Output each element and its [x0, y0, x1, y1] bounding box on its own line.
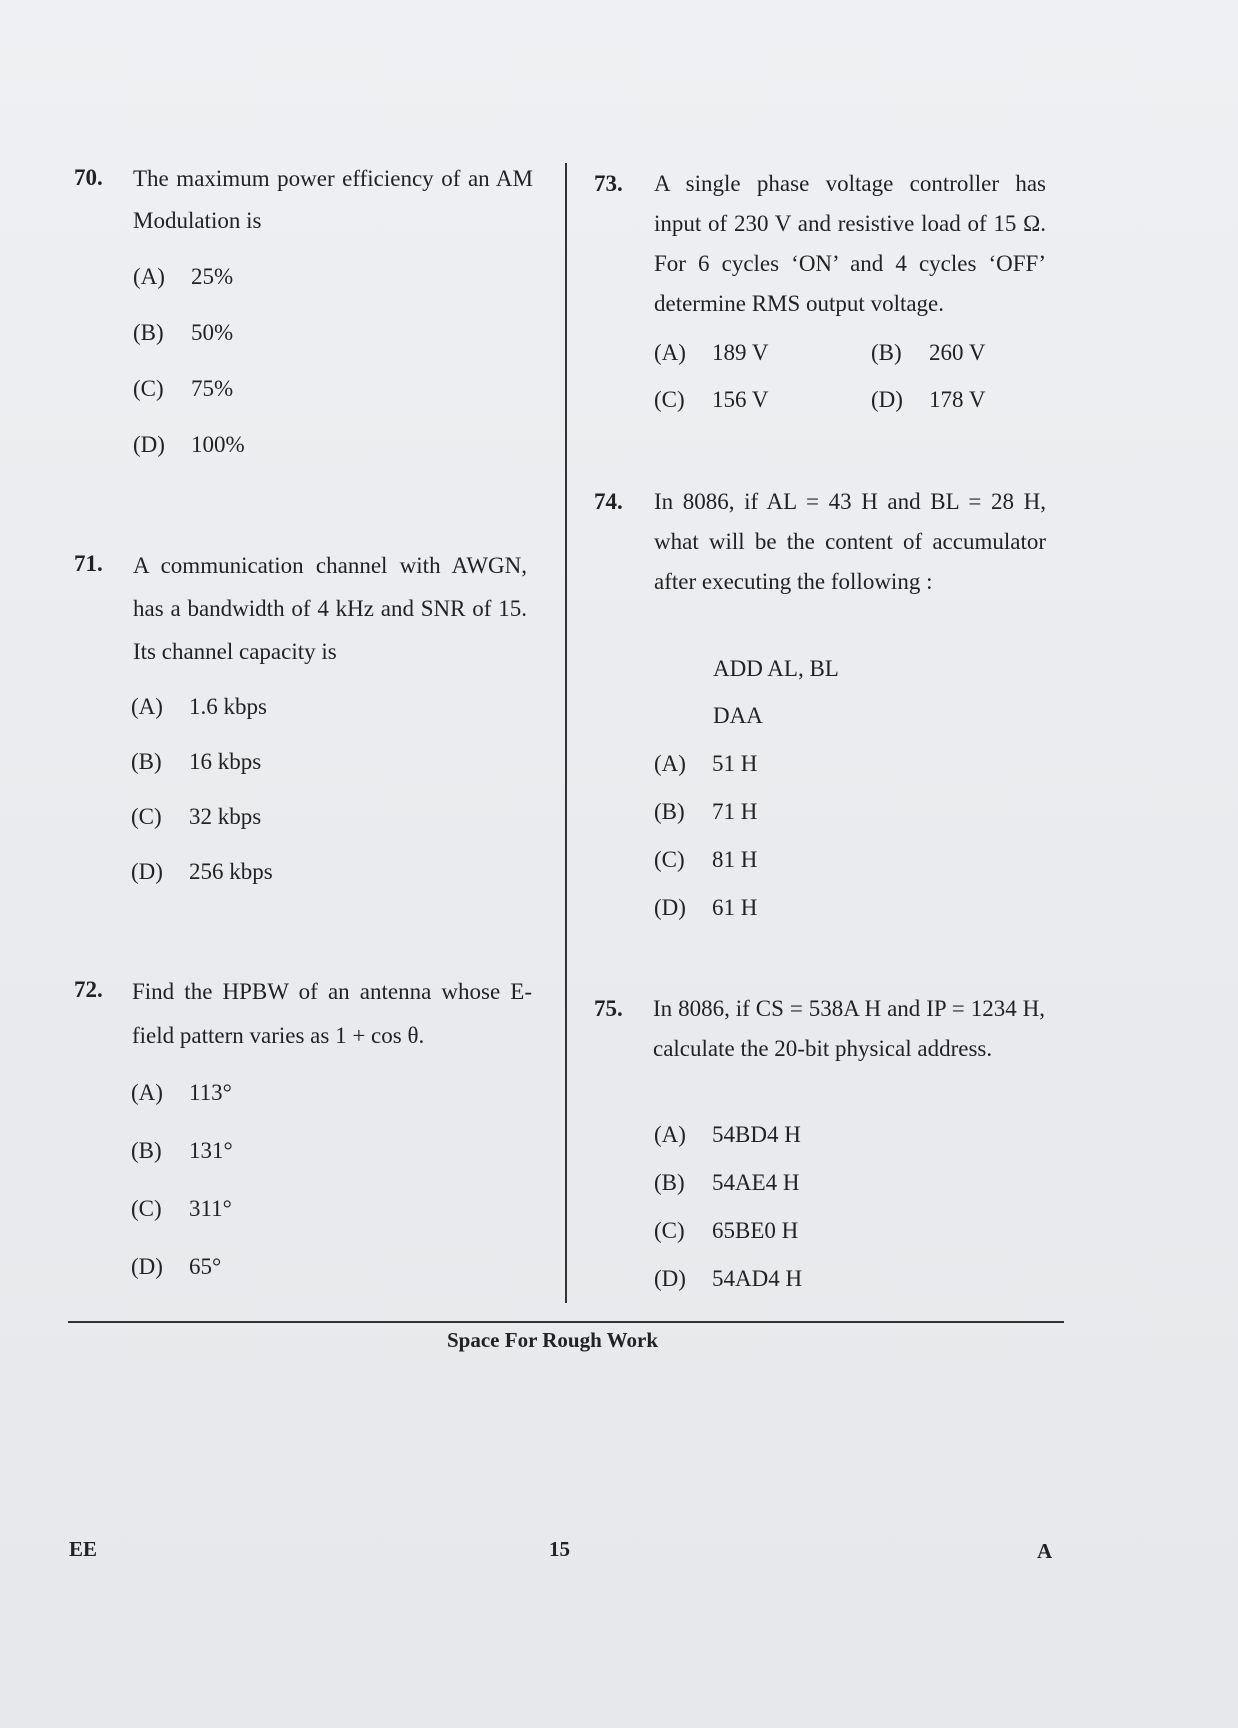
option-b	[133, 320, 233, 346]
option-value: 75%	[191, 376, 234, 401]
option-c	[654, 1218, 798, 1244]
option-label: (B)	[131, 1138, 162, 1163]
option-label: (C)	[654, 387, 685, 412]
option-label: (B)	[654, 799, 685, 824]
option-label: (B)	[133, 320, 164, 345]
code-line: ADD AL, BL	[713, 656, 839, 681]
option-label: (D)	[133, 432, 165, 457]
question-number: 71.	[74, 551, 103, 576]
option-value: 1.6 kbps	[189, 694, 267, 719]
option-a	[131, 1080, 232, 1106]
option-b	[871, 340, 985, 366]
option-value: 311°	[189, 1196, 232, 1221]
option-a	[654, 1122, 801, 1148]
option-a	[654, 751, 757, 777]
question-74	[594, 482, 1054, 647]
question-71	[74, 544, 534, 674]
question-number: 74.	[594, 489, 623, 514]
question-73	[594, 164, 1054, 334]
question-text: A single phase voltage controller has input of 230 V and resistive load of 15 Ω. For 6 cycles ‘ON’ and 4 cycles ‘OFF’ determine RMS output voltage.	[654, 171, 1046, 316]
rough-work-separator	[68, 1321, 1064, 1323]
question-text: In 8086, if AL = 43 H and BL = 28 H, what will be the content of accumulator after executing the following :	[654, 489, 1046, 594]
question-number: 75.	[594, 996, 623, 1021]
option-value: 65°	[189, 1254, 222, 1279]
option-value: 50%	[191, 320, 234, 345]
option-c	[133, 376, 233, 402]
option-label: (A)	[654, 751, 686, 776]
option-label: (A)	[654, 1122, 686, 1147]
option-label: (A)	[654, 340, 686, 365]
option-value: 32 kbps	[189, 804, 262, 829]
option-value: 54AE4 H	[712, 1170, 800, 1195]
option-b	[654, 1170, 800, 1196]
question-70	[74, 158, 534, 248]
option-d	[654, 895, 757, 921]
column-divider	[565, 163, 567, 1303]
question-number: 72.	[74, 977, 103, 1002]
question-number: 70.	[74, 165, 103, 190]
option-d	[133, 432, 245, 458]
subject-code: EE	[69, 1537, 98, 1561]
option-value: 256 kbps	[189, 859, 273, 884]
option-label: (B)	[131, 749, 162, 774]
option-label: (C)	[133, 376, 164, 401]
option-value: 54BD4 H	[712, 1122, 801, 1147]
booklet-series: A	[1037, 1539, 1053, 1563]
option-c	[131, 1196, 232, 1222]
question-text: Find the HPBW of an antenna whose E-field pattern varies as 1 + cos θ.	[132, 979, 532, 1048]
option-label: (D)	[654, 895, 686, 920]
option-value: 178 V	[929, 387, 986, 412]
option-label: (A)	[131, 1080, 163, 1105]
option-value: 16 kbps	[189, 749, 262, 774]
option-label: (C)	[654, 847, 685, 872]
option-label: (D)	[654, 1266, 686, 1291]
question-text: In 8086, if CS = 538A H and IP = 1234 H, calculate the 20-bit physical address.	[653, 996, 1045, 1061]
option-label: (A)	[133, 264, 165, 289]
option-b	[654, 799, 757, 825]
option-label: (C)	[131, 804, 162, 829]
option-label: (D)	[131, 859, 163, 884]
option-value: 61 H	[712, 895, 758, 920]
option-d	[871, 387, 985, 413]
question-number: 73.	[594, 171, 623, 196]
option-label: (C)	[131, 1196, 162, 1221]
question-text: A communication channel with AWGN, has a bandwidth of 4 kHz and SNR of 15. Its channel capacity is	[133, 553, 527, 664]
option-value: 65BE0 H	[712, 1218, 799, 1243]
option-b	[131, 1138, 233, 1164]
option-value: 260 V	[929, 340, 986, 365]
option-a	[654, 340, 768, 366]
question-72	[74, 970, 534, 1060]
option-value: 113°	[189, 1080, 232, 1105]
option-d	[131, 1254, 221, 1280]
option-label: (A)	[131, 694, 163, 719]
option-value: 51 H	[712, 751, 758, 776]
option-b	[131, 749, 261, 775]
question-75	[594, 989, 1054, 1114]
option-c	[131, 804, 261, 830]
option-value: 131°	[189, 1138, 233, 1163]
option-value: 81 H	[712, 847, 758, 872]
option-value: 189 V	[712, 340, 769, 365]
option-d	[654, 1266, 802, 1292]
question-text: The maximum power efficiency of an AM Modulation is	[133, 166, 533, 233]
option-value: 71 H	[712, 799, 758, 824]
option-a	[133, 264, 233, 290]
option-value: 156 V	[712, 387, 769, 412]
option-d	[131, 859, 273, 885]
option-c	[654, 847, 757, 873]
page-number: 15	[549, 1537, 570, 1561]
option-c	[654, 387, 768, 413]
option-a	[131, 694, 267, 720]
option-label: (B)	[871, 340, 902, 365]
option-label: (C)	[654, 1218, 685, 1243]
option-value: 100%	[191, 432, 245, 457]
option-value: 25%	[191, 264, 234, 289]
option-value: 54AD4 H	[712, 1266, 803, 1291]
rough-work-label: Space For Rough Work	[447, 1328, 659, 1352]
option-label: (B)	[654, 1170, 685, 1195]
code-line: DAA	[713, 703, 763, 728]
option-label: (D)	[871, 387, 903, 412]
option-label: (D)	[131, 1254, 163, 1279]
